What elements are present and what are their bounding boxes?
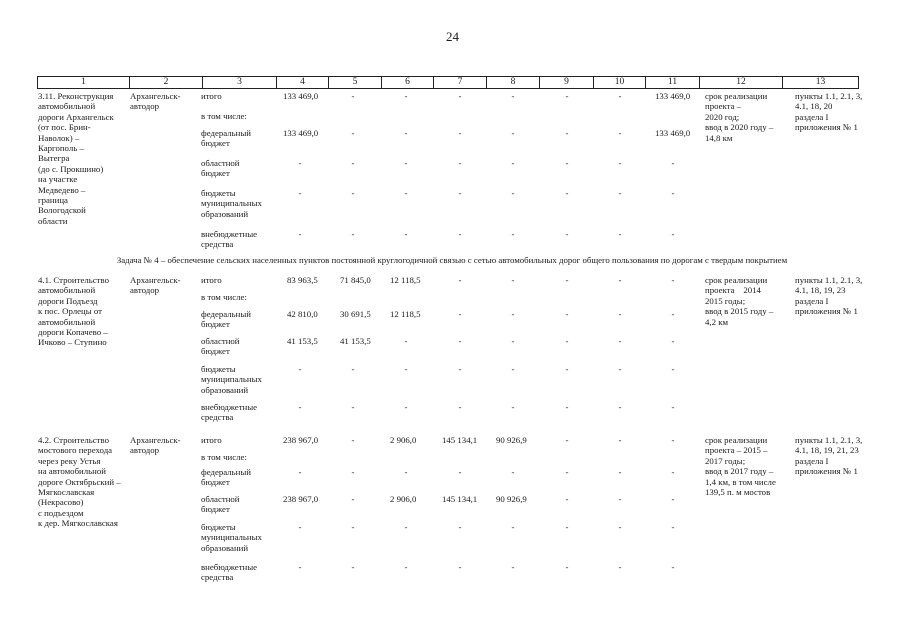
header-col-8: 8	[487, 77, 540, 88]
cell-dash: -	[511, 364, 515, 374]
cell-dash: -	[404, 467, 408, 477]
label-federal: федеральный бюджет	[201, 467, 251, 488]
row-4-1-executor: Архангельск- автодор	[130, 275, 181, 296]
cell-dash: -	[565, 158, 569, 168]
row-3-11-links: пункты 1.1, 2.1, 3, 4.1, 18, 20 раздела I приложения № 1	[795, 91, 863, 133]
label-extrabudget: внебюджетные средства	[201, 402, 258, 423]
row-4-2-measure: 4.2. Строительство мостового перехода через реку Устья на автомобильной дороге Октябрьский – Мягкославская (Некрасово) с подъездом к дер. Мягкославская	[38, 435, 121, 529]
cell-dash: -	[298, 562, 302, 572]
cell-dash: -	[404, 336, 408, 346]
cell-dash: -	[351, 229, 355, 239]
cell-dash: -	[298, 402, 302, 412]
cell-value: 12 118,5	[390, 309, 421, 319]
cell-dash: -	[565, 522, 569, 532]
cell-value: 145 134,1	[442, 494, 478, 504]
row-4-1-measure: 4.1. Строительство автомобильной дороги Подъезд к пос. Орлецы от автомобильной дороги Копачево – Ичково – Ступино	[38, 275, 109, 348]
label-oblast: областной бюджет	[201, 336, 240, 357]
header-col-5: 5	[329, 77, 382, 88]
label-federal: федеральный бюджет	[201, 309, 251, 330]
cell-dash: -	[404, 158, 408, 168]
cell-dash: -	[565, 494, 569, 504]
cell-dash: -	[458, 336, 462, 346]
row-4-1-links: пункты 1.1, 2.1, 3, 4.1, 18, 19, 23 раздела I приложения № 1	[795, 275, 863, 317]
cell-dash: -	[671, 402, 675, 412]
label-oblast: областной бюджет	[201, 494, 240, 515]
cell-dash: -	[351, 128, 355, 138]
cell-dash: -	[351, 364, 355, 374]
label-v-tom-chisle: в том числе:	[201, 111, 247, 121]
cell-value: 238 967,0	[283, 435, 319, 445]
cell-dash: -	[618, 91, 622, 101]
cell-value: 30 691,5	[340, 309, 371, 319]
cell-value: 12 118,5	[390, 275, 421, 285]
cell-value: 133 469,0	[655, 128, 691, 138]
label-municipal: бюджеты муниципальных образований	[201, 188, 262, 219]
cell-dash: -	[565, 467, 569, 477]
header-col-3: 3	[203, 77, 277, 88]
cell-dash: -	[511, 91, 515, 101]
cell-value: 133 469,0	[283, 128, 319, 138]
label-municipal: бюджеты муниципальных образований	[201, 522, 262, 553]
cell-dash: -	[298, 188, 302, 198]
cell-dash: -	[511, 522, 515, 532]
cell-dash: -	[565, 188, 569, 198]
header-col-2: 2	[130, 77, 203, 88]
header-col-11: 11	[646, 77, 700, 88]
cell-dash: -	[404, 128, 408, 138]
cell-dash: -	[458, 522, 462, 532]
cell-dash: -	[351, 402, 355, 412]
cell-dash: -	[298, 467, 302, 477]
cell-value: 90 926,9	[496, 494, 527, 504]
cell-value: 145 134,1	[442, 435, 478, 445]
cell-dash: -	[618, 467, 622, 477]
label-oblast: областной бюджет	[201, 158, 240, 179]
cell-dash: -	[351, 494, 355, 504]
label-itogo: итого	[201, 275, 222, 285]
cell-dash: -	[671, 562, 675, 572]
cell-dash: -	[458, 158, 462, 168]
row-3-11-result: срок реализации проекта – 2020 год; ввод в 2020 году – 14,8 км	[705, 91, 774, 143]
cell-value: 133 469,0	[283, 91, 319, 101]
header-col-9: 9	[540, 77, 594, 88]
cell-dash: -	[618, 128, 622, 138]
row-4-2-result: срок реализации проекта – 2015 – 2017 годы; ввод в 2017 году – 1,4 км, в том числе 139,5 п. м мостов	[705, 435, 776, 498]
cell-dash: -	[618, 275, 622, 285]
cell-dash: -	[671, 494, 675, 504]
header-col-12: 12	[700, 77, 783, 88]
cell-dash: -	[298, 229, 302, 239]
cell-dash: -	[404, 562, 408, 572]
header-col-4: 4	[277, 77, 329, 88]
cell-dash: -	[351, 91, 355, 101]
header-col-13: 13	[815, 77, 826, 87]
cell-dash: -	[511, 229, 515, 239]
cell-dash: -	[351, 158, 355, 168]
cell-dash: -	[351, 188, 355, 198]
cell-dash: -	[404, 229, 408, 239]
cell-dash: -	[511, 128, 515, 138]
cell-dash: -	[671, 229, 675, 239]
cell-dash: -	[671, 275, 675, 285]
label-extrabudget: внебюджетные средства	[201, 229, 258, 250]
task-4-heading: Задача № 4 – обеспечение сельских населенных пунктов постоянной круглогодичной связью с сетью автомобильных дорог общего пользования по дорогам с твердым покрытием	[116, 255, 788, 265]
label-v-tom-chisle: в том числе:	[201, 292, 247, 302]
cell-value: 42 810,0	[287, 309, 318, 319]
cell-dash: -	[511, 158, 515, 168]
cell-dash: -	[458, 402, 462, 412]
cell-dash: -	[351, 562, 355, 572]
cell-dash: -	[671, 336, 675, 346]
cell-dash: -	[565, 562, 569, 572]
label-itogo: итого	[201, 91, 222, 101]
cell-value: 83 963,5	[287, 275, 318, 285]
cell-dash: -	[404, 91, 408, 101]
row-4-1-result: срок реализации проекта 2014 2015 годы; ввод в 2015 году – 4,2 км	[705, 275, 774, 327]
cell-dash: -	[458, 309, 462, 319]
cell-dash: -	[511, 467, 515, 477]
cell-dash: -	[618, 336, 622, 346]
cell-dash: -	[458, 229, 462, 239]
cell-dash: -	[511, 402, 515, 412]
cell-dash: -	[565, 275, 569, 285]
cell-dash: -	[511, 309, 515, 319]
row-3-11-executor: Архангельск- автодор	[130, 91, 181, 112]
cell-value: 71 845,0	[340, 275, 371, 285]
header-col-1: 1	[38, 77, 130, 88]
cell-dash: -	[565, 229, 569, 239]
cell-dash: -	[618, 309, 622, 319]
cell-dash: -	[565, 435, 569, 445]
cell-dash: -	[618, 229, 622, 239]
cell-dash: -	[618, 522, 622, 532]
cell-dash: -	[298, 522, 302, 532]
cell-dash: -	[404, 188, 408, 198]
cell-dash: -	[671, 522, 675, 532]
cell-dash: -	[458, 467, 462, 477]
cell-dash: -	[458, 128, 462, 138]
cell-dash: -	[351, 467, 355, 477]
cell-dash: -	[618, 494, 622, 504]
cell-dash: -	[565, 128, 569, 138]
cell-dash: -	[565, 402, 569, 412]
header-col-7: 7	[434, 77, 487, 88]
cell-value: 133 469,0	[655, 91, 691, 101]
cell-dash: -	[671, 435, 675, 445]
cell-dash: -	[458, 562, 462, 572]
cell-dash: -	[511, 336, 515, 346]
cell-dash: -	[618, 364, 622, 374]
cell-dash: -	[671, 309, 675, 319]
cell-dash: -	[671, 364, 675, 374]
cell-dash: -	[511, 562, 515, 572]
cell-dash: -	[565, 336, 569, 346]
cell-dash: -	[618, 435, 622, 445]
row-4-2-executor: Архангельск- автодор	[130, 435, 181, 456]
cell-dash: -	[565, 91, 569, 101]
label-municipal: бюджеты муниципальных образований	[201, 364, 262, 395]
cell-value: 41 153,5	[287, 336, 318, 346]
cell-value: 41 153,5	[340, 336, 371, 346]
label-extrabudget: внебюджетные средства	[201, 562, 258, 583]
cell-value: 238 967,0	[283, 494, 319, 504]
header-col-6: 6	[382, 77, 434, 88]
header-col-10: 10	[594, 77, 646, 88]
cell-dash: -	[404, 402, 408, 412]
label-v-tom-chisle: в том числе:	[201, 452, 247, 462]
cell-dash: -	[298, 364, 302, 374]
cell-dash: -	[404, 364, 408, 374]
cell-dash: -	[351, 522, 355, 532]
cell-dash: -	[671, 467, 675, 477]
cell-dash: -	[458, 275, 462, 285]
page-number: 24	[446, 29, 459, 44]
cell-dash: -	[458, 91, 462, 101]
cell-dash: -	[458, 188, 462, 198]
cell-dash: -	[458, 364, 462, 374]
cell-dash: -	[351, 435, 355, 445]
table-header	[37, 76, 859, 89]
cell-value: 2 906,0	[390, 494, 417, 504]
cell-value: 90 926,9	[496, 435, 527, 445]
cell-dash: -	[565, 364, 569, 374]
cell-dash: -	[565, 309, 569, 319]
label-itogo: итого	[201, 435, 222, 445]
cell-dash: -	[511, 188, 515, 198]
cell-value: 2 906,0	[390, 435, 417, 445]
cell-dash: -	[671, 158, 675, 168]
label-federal: федеральный бюджет	[201, 128, 251, 149]
row-4-2-links: пункты 1.1, 2.1, 3, 4.1, 18, 19, 21, 23 раздела I приложения № 1	[795, 435, 863, 477]
cell-dash: -	[618, 188, 622, 198]
cell-dash: -	[404, 522, 408, 532]
row-3-11-measure: 3.11. Реконструкция автомобильной дороги Архангельск (от пос. Брин- Наволок) – Каргополь – Вытегра (до с. Прокшино) на участке Медведево – граница Вологодской области	[38, 91, 114, 226]
cell-dash: -	[618, 402, 622, 412]
cell-dash: -	[671, 188, 675, 198]
cell-dash: -	[511, 275, 515, 285]
cell-dash: -	[618, 158, 622, 168]
cell-dash: -	[618, 562, 622, 572]
cell-dash: -	[298, 158, 302, 168]
